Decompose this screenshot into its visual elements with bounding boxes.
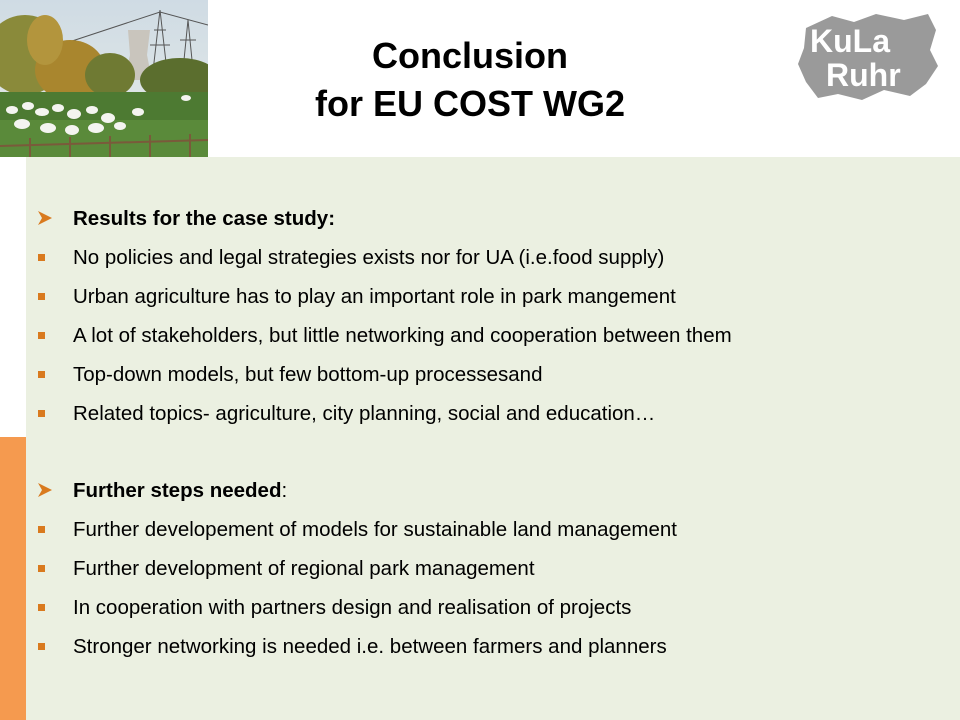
svg-text:KuLa: KuLa [810,23,890,59]
square-bullet-icon [36,588,66,627]
list-item: Urban agriculture has to play an important role in park mangement [36,277,946,316]
square-bullet-icon [36,394,66,433]
square-bullet-icon [36,510,66,549]
kularuhr-logo [792,8,942,108]
section-heading-further-steps: Further steps needed: [36,471,946,510]
list-item: Top-down models, but few bottom-up processesand [36,355,946,394]
list-item: No policies and legal strategies exists nor for UA (i.e.food supply) [36,238,946,277]
arrow-bullet-icon [36,199,66,238]
list-item: Stronger networking is needed i.e. between farmers and planners [36,627,946,666]
bullet-content [36,199,946,666]
list-item: Further development of regional park management [36,549,946,588]
square-bullet-icon [36,277,66,316]
square-bullet-icon [36,316,66,355]
title-line-1: Conclusion [372,35,568,76]
square-bullet-icon [36,627,66,666]
slide-title [220,32,720,128]
square-bullet-icon [36,355,66,394]
list-item: Related topics- agriculture, city planning, social and education… [36,394,946,433]
title-line-2: for EU COST WG2 [314,83,625,124]
header-photo-geese-field [0,0,208,157]
list-item: Further developement of models for sustainable land management [36,510,946,549]
geese-field-illustration [0,0,208,157]
square-bullet-icon [36,549,66,588]
section-heading-results: Results for the case study: [36,199,946,238]
accent-bar [0,437,26,720]
list-item: In cooperation with partners design and realisation of projects [36,588,946,627]
list-item: A lot of stakeholders, but little networking and cooperation between them [36,316,946,355]
arrow-bullet-icon [36,471,66,510]
svg-text:Ruhr: Ruhr [826,57,901,93]
square-bullet-icon [36,238,66,277]
